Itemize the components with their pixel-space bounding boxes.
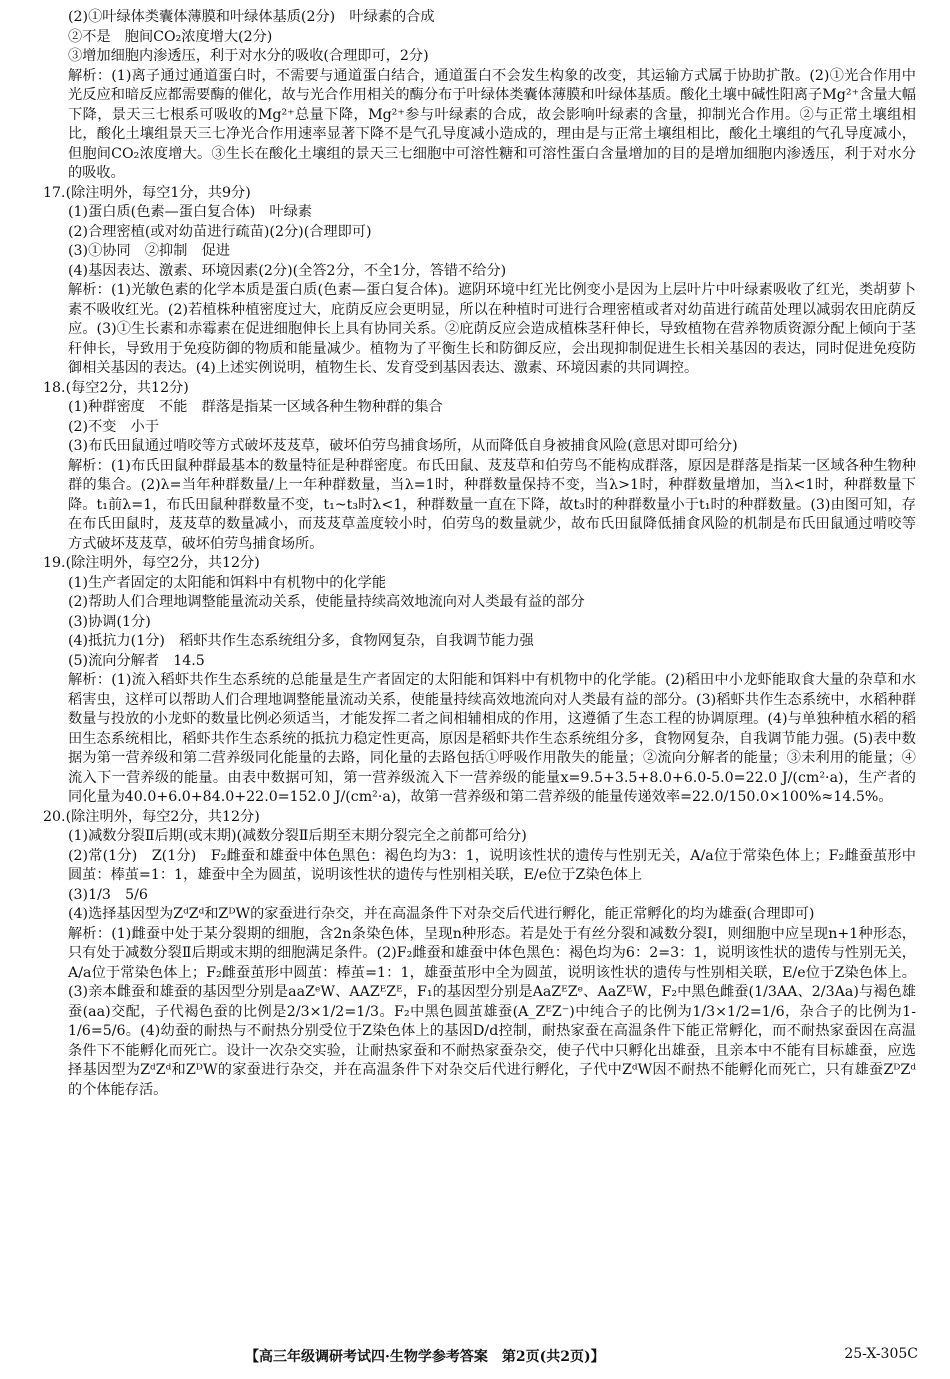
answer-line: 解析：(1)光敏色素的化学本质是蛋白质(色素—蛋白复合体)。遮阴环境中红光比例变小是因为上层叶片中叶绿素吸收了红光，类胡萝卜素不吸收红光。(2)若植株种植密度过大，庇荫反应会更明显，所以在种植时可进行合理密植或者对幼苗进行疏苗处理以减弱农田庇荫反应。(3)①生长素和赤霉素在促进细胞伸长上具有协同关系。②庇荫反应会造成植株茎秆伸长，导致植物在营养物质资源分配上倾向于茎秆伸长，导致用于免疫防御的物质和能量减少。植物为了平衡生长和防御反应，会出现抑制促进生长相关基因的表达，同时促进免疫防御相关基因的表达。(4)上述实例说明，植物生长、发育受到基因表达、激素、环境因素的共同调控。 xyxy=(68,282,916,376)
question-header: 20.(除注明外，每空2分，共12分) xyxy=(43,808,260,825)
answer-line: (2)帮助人们合理地调整能量流动关系，使能量持续高效地流向对人类最有益的部分 xyxy=(68,594,585,610)
answer-line: ③增加细胞内渗透压，利于对水分的吸收(合理即可，2分) xyxy=(68,48,429,64)
answer-line: (1)减数分裂Ⅱ后期(或末期)(减数分裂Ⅱ后期至末期分裂完全之前都可给分) xyxy=(68,828,527,844)
answer-line: 解析：(1)流入稻虾共作生态系统的总能量是生产者固定的太阳能和饵料中有机物中的化学能。(2)稻田中小龙虾能取食大量的杂草和水稻害虫，这样可以帮助人们合理地调整能量流动关系，使能量持续高效地流向对人类最有益的部分。(3)稻虾共作生态系统中，水稻种群数量与投放的小龙虾的数量比例必须适当，才能发挥二者之间相辅相成的作用，这遵循了生态工程的协调原理。(4)与单独种植水稻的稻田生态系统相比，稻虾共作生态系统的抵抗力稳定性更高，原因是稻虾共作生态系统组分多，食物网复杂，自我调节能力强。(5)表中数据为第一营养级和第二营养级同化能量的去路，同化量的去路包括①呼吸作用散失的能量；②流向分解者的能量；③未利用的能量；④流入下一营养级的能量。由表中数据可知，第一营养级流入下一营养级的能量x=9.5+3.5+8.0+6.0-5.0=22.0 J/(cm²·a)，生产者的同化量为40.0+6.0+84.0+22.0=152.0 J/(cm²·a)，故第一营养级和第二营养级的能量传递效率=22.0/150.0×100%≈14.5%。 xyxy=(68,672,916,805)
question-header: 17.(除注明外，每空1分，共9分) xyxy=(43,184,251,201)
question-header: 19.(除注明外，每空2分，共12分) xyxy=(43,555,260,571)
answer-line: (4)选择基因型为ZᵈZᵈ和ZᴰW的家蚕进行杂交，并在高温条件下对杂交后代进行孵化，能正常孵化的均为雄蚕(合理即可) xyxy=(68,906,815,922)
answer-line: (5)流向分解者 14.5 xyxy=(68,652,205,669)
answer-line: (4)抵抗力(1分) 稻虾共作生态系统组分多，食物网复杂，自我调节能力强 xyxy=(68,633,534,649)
answer-line: ②不是 胞间CO₂浓度增大(2分) xyxy=(68,28,273,45)
answer-line: (2)常(1分) Z(1分) F₂雌蚕和雄蚕中体色黑色：褐色均为3：1，说明该性状的遗传与性别无关，A/a位于常染色体上；F₂雌蚕茧形中圆茧：棒茧=1：1，雄蚕中全为圆茧，说明该性状的遗传与性别相关联，E/e位于Z染色体上 xyxy=(68,847,916,883)
answer-line: (2)不变 小于 xyxy=(68,418,160,435)
answer-line: (1)种群密度 不能 群落是指某一区域各种生物种群的集合 xyxy=(68,399,443,415)
question-header: 18.(每空2分，共12分) xyxy=(43,379,189,396)
answer-line: (3)协调(1分) xyxy=(68,613,151,630)
answer-line: (1)蛋白质(色素—蛋白复合体) 叶绿素 xyxy=(68,204,312,220)
answer-line: (3)布氏田鼠通过啃咬等方式破坏芨芨草，破坏伯劳鸟捕食场所，从而降低自身被捕食风险(意思对即可给分) xyxy=(68,438,738,454)
answer-line: 解析：(1)布氏田鼠种群最基本的数量特征是种群密度。布氏田鼠、芨芨草和伯劳鸟不能构成群落，原因是群落是指某一区域各种生物种群的集合。(2)λ=当年种群数量/上一年种群数量，当λ=1时，种群数量保持不变，当λ>1时，种群数量增加，当λ<1时，种群数量下降。t₁前λ=1，布氏田鼠种群数量不变，t₁~t₃时λ<1，种群数量一直在下降，故t₃时的种群数量小于t₁时的种群数量。(3)由图可知，存在布氏田鼠时，芨芨草的数量减小，而芨芨草盖度较小时，伯劳鸟的数量就少，故布氏田鼠降低捕食风险的机制是布氏田鼠通过啃咬等方式破坏芨芨草，破坏伯劳鸟捕食场所。 xyxy=(68,457,916,552)
answer-document xyxy=(43,8,916,1100)
page-footer xyxy=(0,1346,950,1370)
footer-title: 【高三年级调研考试四·生物学参考答案 第2页(共2页)】 xyxy=(245,1349,605,1365)
answer-line: (1)生产者固定的太阳能和饵料中有机物中的化学能 xyxy=(68,574,387,591)
footer-code: 25-X-305C xyxy=(844,1346,918,1362)
answer-line: (2)合理密植(或对幼苗进行疏苗)(2分)(合理即可) xyxy=(68,223,372,240)
answer-line: (3)1/3 5/6 xyxy=(68,886,148,903)
answer-line: 解析：(1)离子通过通道蛋白时，不需要与通道蛋白结合，通道蛋白不会发生构象的改变，其运输方式属于协助扩散。(2)①光合作用中光反应和暗反应都需要酶的催化，故与光合作用相关的酶分布于叶绿体类囊体薄膜和叶绿体基质。酸化土壤中碱性阳离子Mg²⁺含量大幅下降，景天三七根系可吸收的Mg²⁺总量下降，Mg²⁺参与叶绿素的合成，故会影响叶绿素的含量，抑制光合作用。②与正常土壤组相比，酸化土壤组景天三七净光合作用速率显著下降不是气孔导度减小造成的，理由是与正常土壤组相比，酸化土壤组的气孔导度减小，但胞间CO₂浓度增大。③生长在酸化土壤组的景天三七细胞中可溶性糖和可溶性蛋白含量增加的目的是增加细胞内渗透压，利于对水分的吸收。 xyxy=(68,67,916,181)
answer-line: (2)①叶绿体类囊体薄膜和叶绿体基质(2分) 叶绿素的合成 xyxy=(68,9,435,25)
answer-line: 解析：(1)雌蚕中处于某分裂期的细胞，含2n条染色体，呈现n种形态。若是处于有丝分裂和减数分裂Ⅰ，则细胞中应呈现n+1种形态，只有处于减数分裂Ⅱ后期或末期的细胞满足条件。(2)F₂雌蚕和雄蚕中体色黑色：褐色均为6：2=3：1，说明该性状的遗传与性别无关，A/a位于常染色体上；F₂雌蚕茧形中圆茧：棒茧=1：1，雄蚕茧形中全为圆茧，说明该性状的遗传与性别相关联，E/e位于Z染色体上。(3)亲本雌蚕和雄蚕的基因型分别是aaZᵉW、AAZᴱZᴱ，F₁的基因型分别是AaZᴱZᵉ、AaZᴱW，F₂中黑色雌蚕(1/3AA、2/3Aa)与褐色雄蚕(aa)交配，子代褐色蚕的比例是2/3×1/2=1/3。F₂中黑色圆茧雄蚕(A_ZᴱZ⁻)中纯合子的比例为1/3×1/2=1/6，杂合子的比例为1-1/6=5/6。(4)幼蚕的耐热与不耐热分别受位于Z染色体上的基因D/d控制，耐热家蚕在高温条件下能正常孵化，而不耐热家蚕因在高温条件下不能孵化而死亡。设计一次杂交实验，让耐热家蚕和不耐热家蚕杂交，使子代中只孵化出雄蚕，且亲本中不能有目标雄蚕，应选择基因型为ZᵈZᵈ和ZᴰW的家蚕进行杂交，并在高温条件下对杂交后代进行孵化，子代中ZᵈW因不耐热不能孵化而死亡，只有雄蚕ZᴰZᵈ的个体能存活。 xyxy=(68,925,916,1098)
answer-line: (3)①协同 ②抑制 促进 xyxy=(68,243,230,259)
answer-line: (4)基因表达、激素、环境因素(2分)(全答2分，不全1分，答错不给分) xyxy=(68,262,507,279)
